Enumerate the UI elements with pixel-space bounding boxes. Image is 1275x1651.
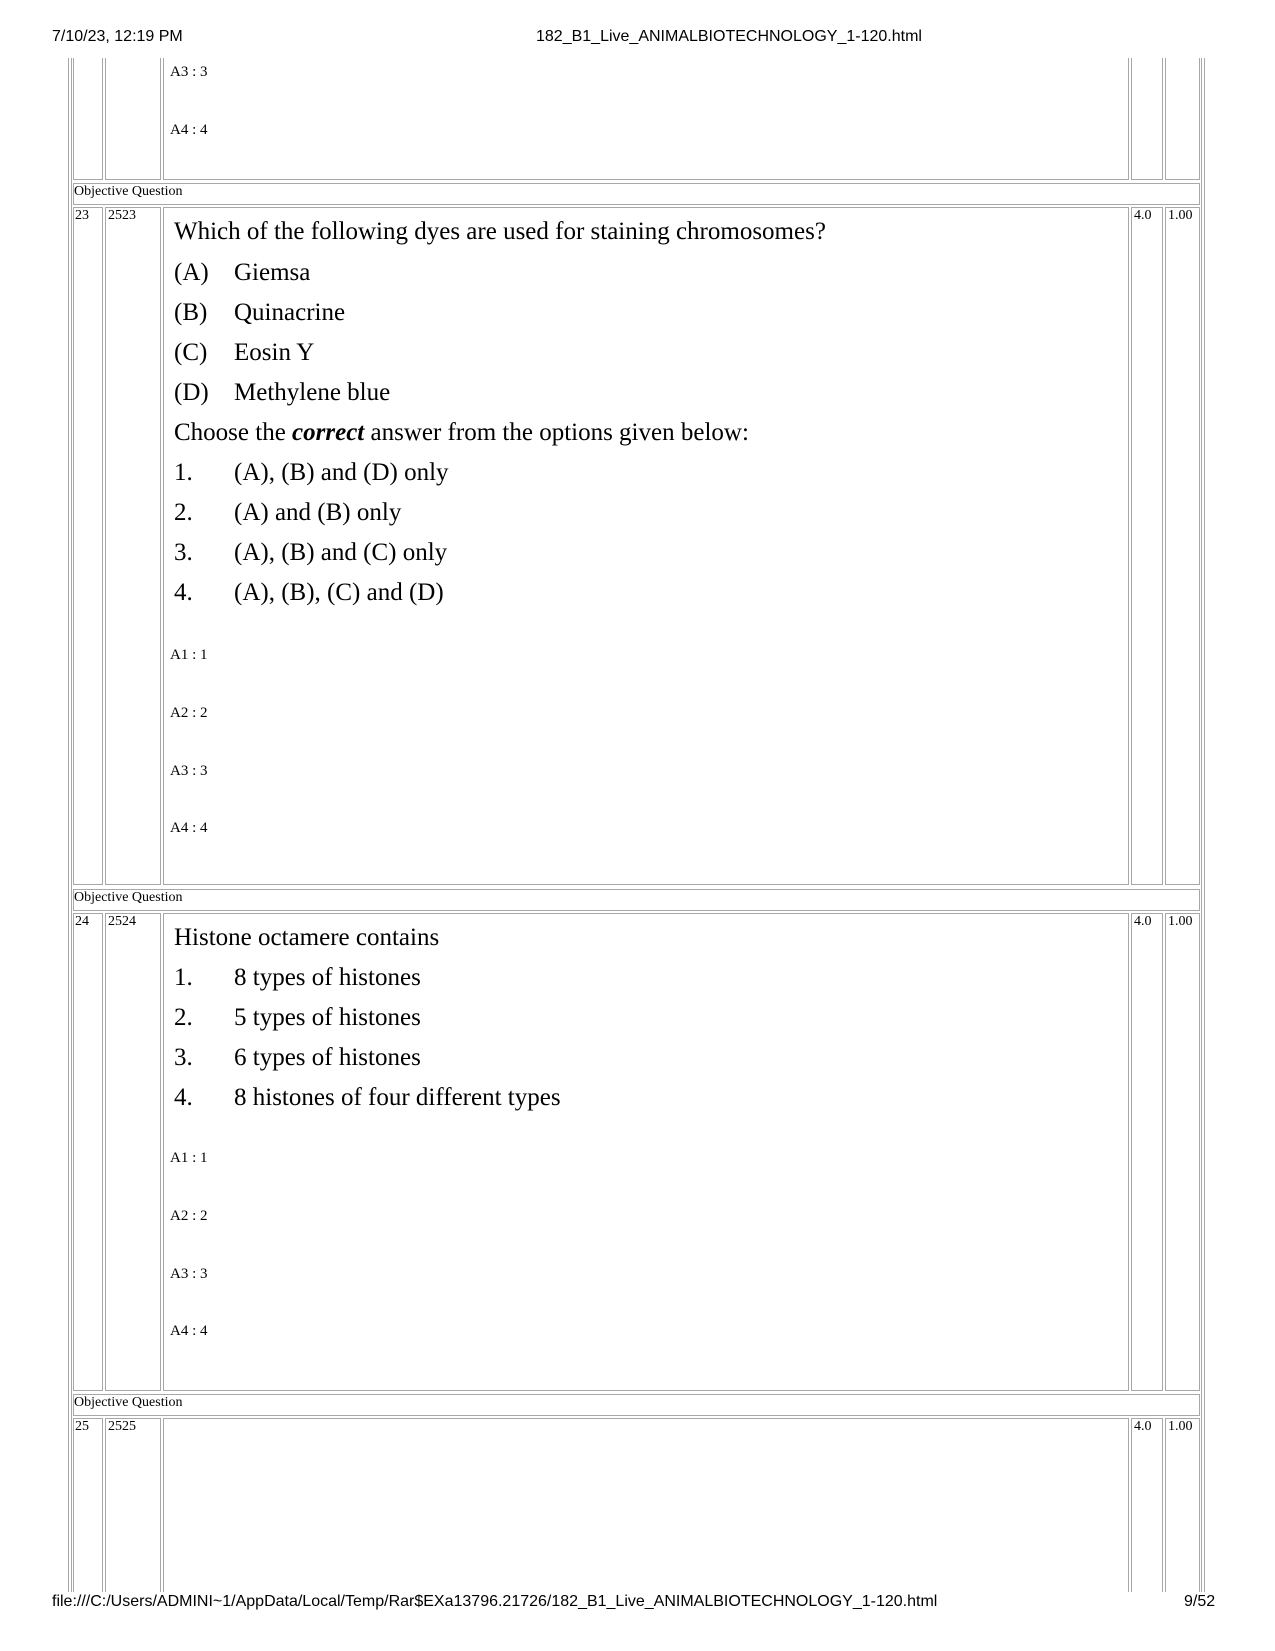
document-title: 182_B1_Live_ANIMALBIOTECHNOLOGY_1-120.html: [536, 28, 922, 45]
choice-label: 1.: [174, 459, 193, 486]
question-instruction: [174, 419, 749, 447]
statement-label: (A): [174, 259, 209, 286]
answer-option: A4 : 4: [170, 820, 208, 836]
question-type-label: Objective Question: [74, 1395, 183, 1410]
question-marks: 4.0: [1134, 914, 1152, 929]
statement-label: (C): [174, 339, 208, 366]
choice-label: 3.: [174, 539, 193, 566]
instruction-emphasis: correct: [292, 419, 365, 446]
question-type-label: Objective Question: [74, 184, 183, 199]
instruction-text: answer from the options given below:: [364, 419, 749, 446]
question-stem: Histone octamere contains: [174, 924, 440, 951]
statement-text: Giemsa: [234, 259, 311, 286]
question-type-label: Objective Question: [74, 890, 183, 905]
instruction-text: Choose the: [174, 419, 293, 446]
question-serial: 23: [75, 208, 89, 223]
choice-text: (A), (B) and (D) only: [234, 459, 449, 486]
statement-text: Methylene blue: [234, 379, 391, 406]
question-negative-marks: 1.00: [1168, 208, 1193, 223]
choice-text: 8 histones of four different types: [234, 1084, 561, 1111]
statement-label: (D): [174, 379, 209, 406]
choice-text: (A), (B), (C) and (D): [234, 579, 444, 606]
question-negative-marks: 1.00: [1168, 914, 1193, 929]
question-id: 2525: [108, 1419, 136, 1434]
statement-label: (B): [174, 299, 208, 326]
answer-option: A2 : 2: [170, 705, 208, 721]
choice-label: 3.: [174, 1044, 193, 1071]
choice-text: 5 types of histones: [234, 1004, 421, 1031]
choice-text: 8 types of histones: [234, 964, 421, 991]
choice-text: (A), (B) and (C) only: [234, 539, 448, 566]
choice-label: 4.: [174, 579, 193, 606]
question-marks: 4.0: [1134, 208, 1152, 223]
choice-text: 6 types of histones: [234, 1044, 421, 1071]
answer-option: A1 : 1: [170, 647, 208, 663]
choice-label: 4.: [174, 1084, 193, 1111]
print-datetime: 7/10/23, 12:19 PM: [52, 28, 183, 45]
question-marks: 4.0: [1134, 1419, 1152, 1434]
question-id: 2524: [108, 914, 136, 929]
statement-text: Eosin Y: [234, 339, 315, 366]
choice-label: 2.: [174, 499, 193, 526]
answer-option: A4 : 4: [170, 1323, 208, 1339]
answer-option: A3 : 3: [170, 763, 208, 779]
choice-label: 1.: [174, 964, 193, 991]
question-id: 2523: [108, 208, 136, 223]
question-serial: 25: [75, 1419, 89, 1434]
choice-label: 2.: [174, 1004, 193, 1031]
answer-option: A4 : 4: [170, 122, 208, 138]
file-path-link[interactable]: file:///C:/Users/ADMINI~1/AppData/Local/Temp/Rar$EXa13796.21726/182_B1_Live_ANIMALBIOTECHNOLOGY_1-120.html: [52, 1593, 938, 1610]
choice-text: (A) and (B) only: [234, 499, 402, 526]
answer-option: A3 : 3: [170, 1266, 208, 1282]
answer-option: A1 : 1: [170, 1150, 208, 1166]
answer-option: A3 : 3: [170, 64, 208, 80]
page-number: 9/52: [1184, 1593, 1216, 1610]
question-serial: 24: [75, 914, 89, 929]
question-stem: Which of the following dyes are used for staining chromosomes?: [174, 218, 826, 245]
answer-option: A2 : 2: [170, 1208, 208, 1224]
question-negative-marks: 1.00: [1168, 1419, 1193, 1434]
statement-text: Quinacrine: [234, 299, 346, 326]
